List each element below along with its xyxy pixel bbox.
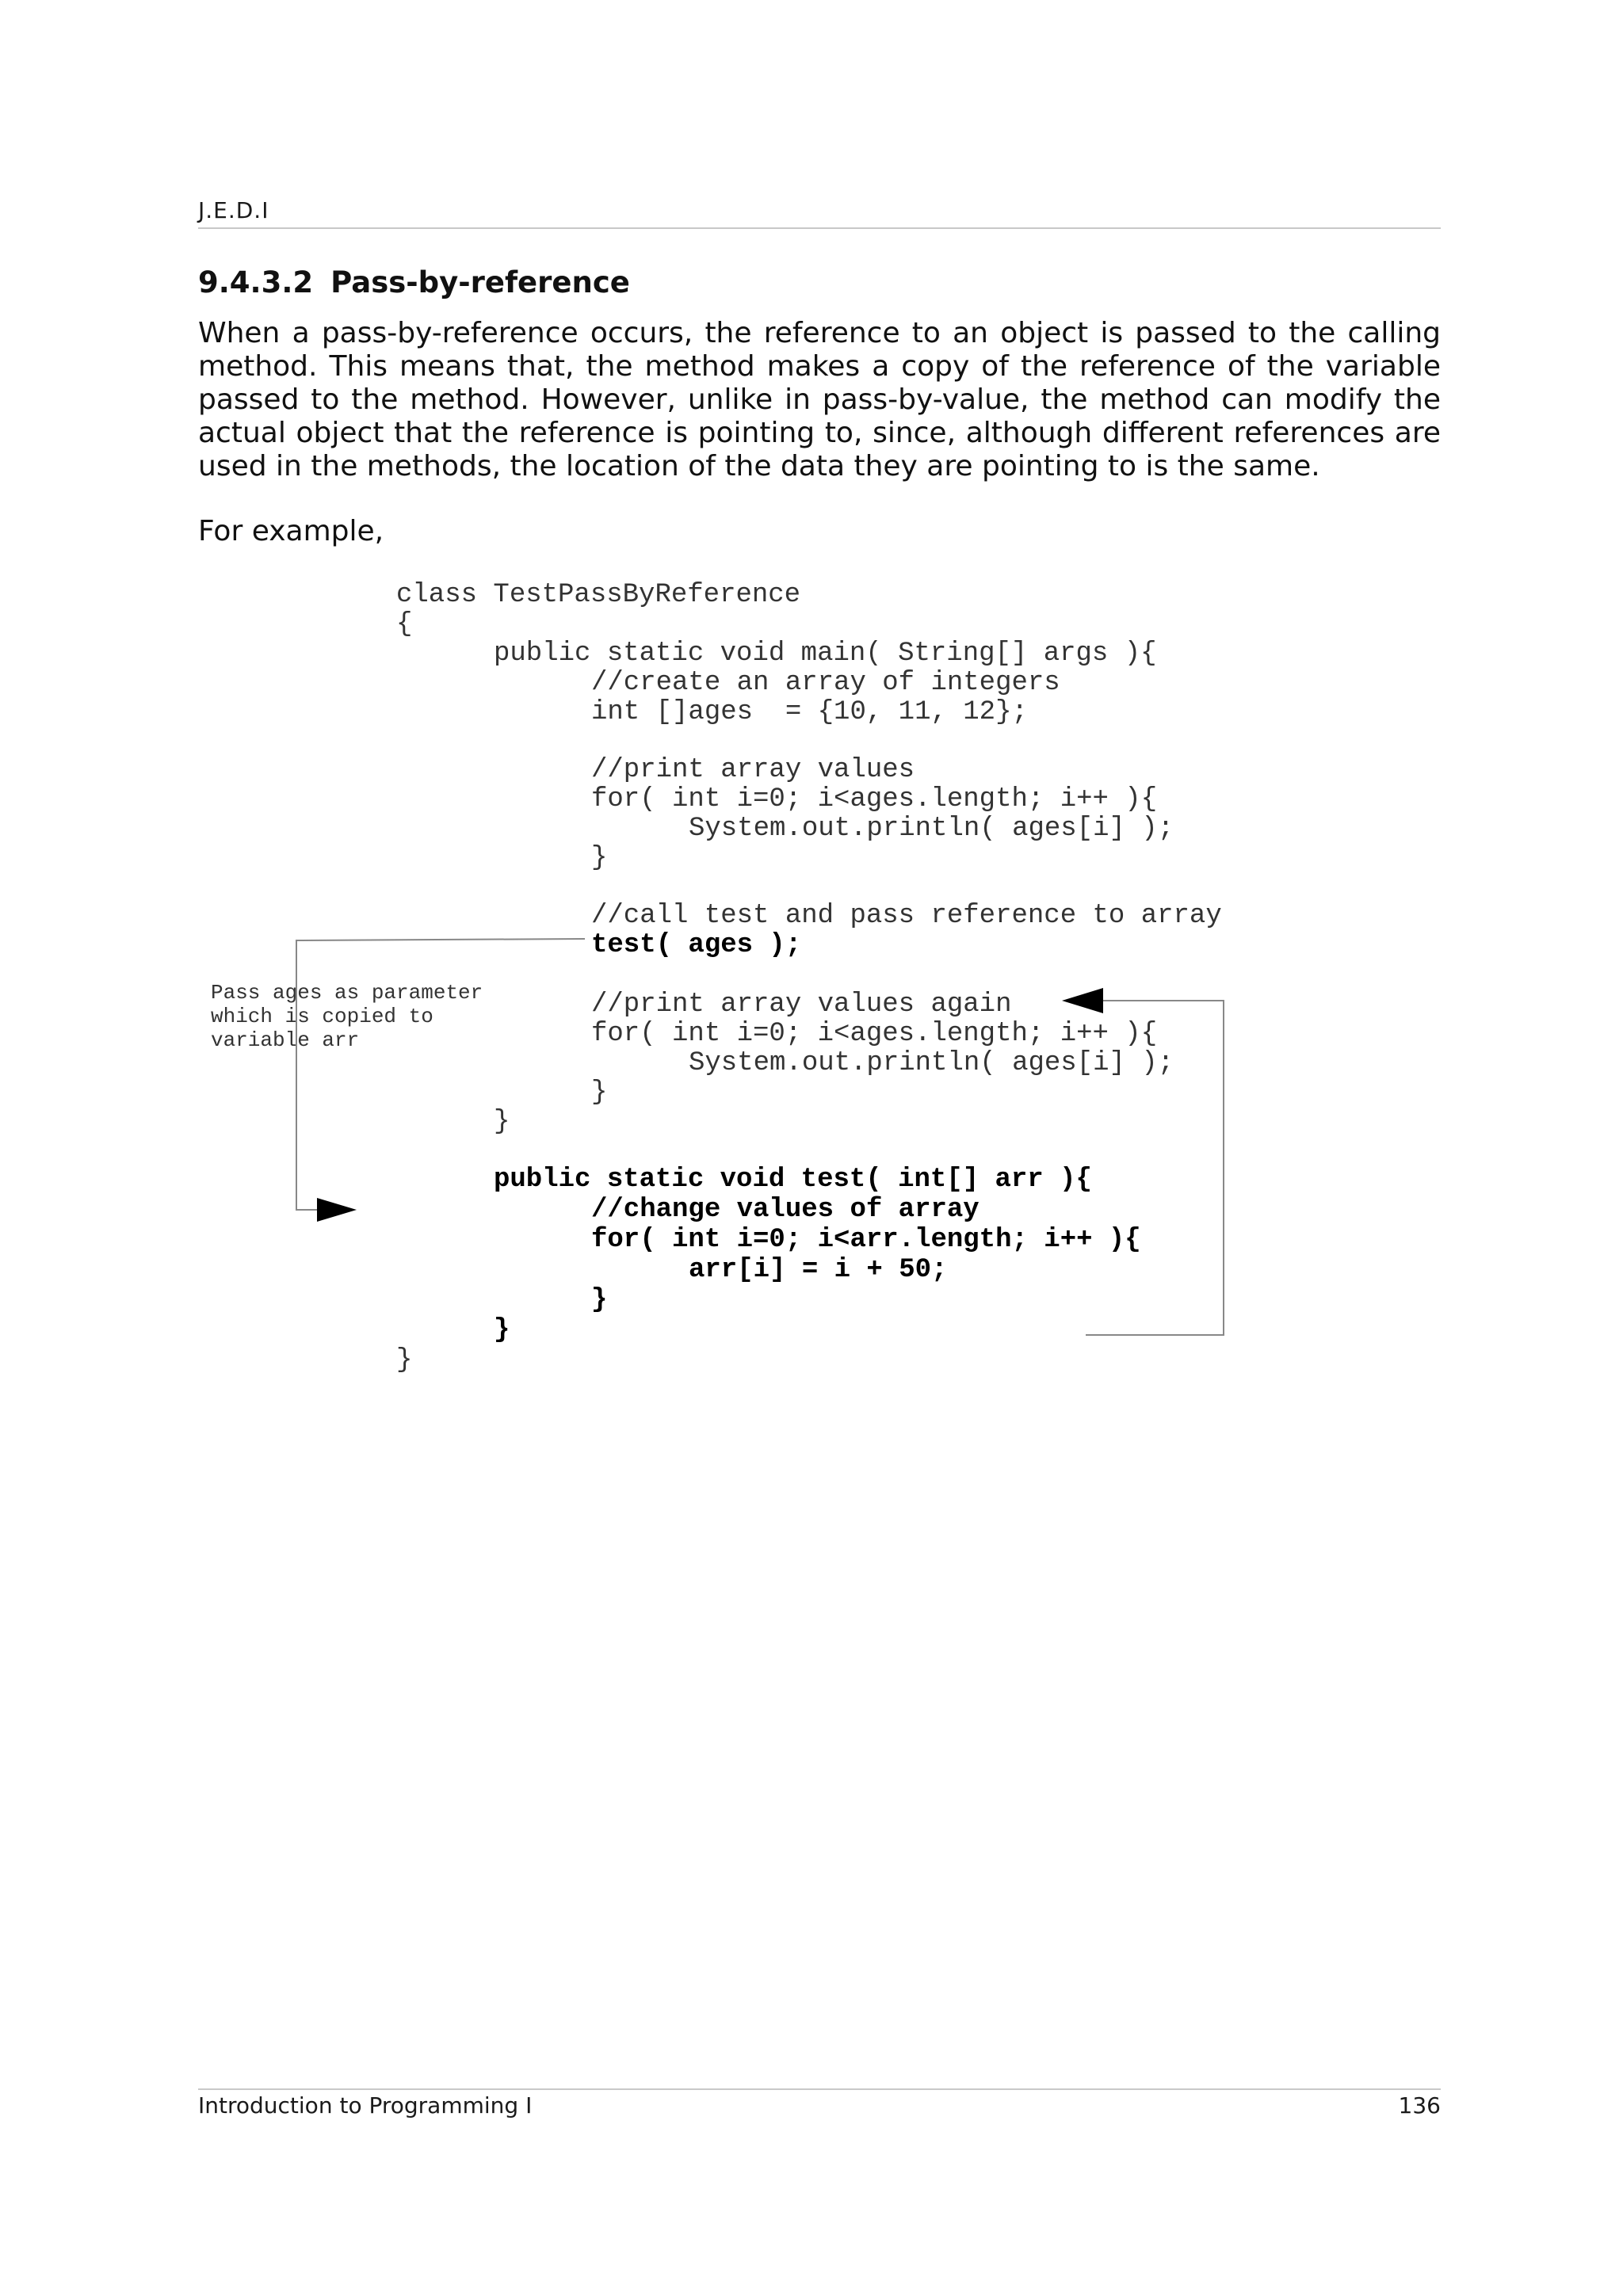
code-line: class TestPassByReference (396, 580, 801, 610)
code-line: //print array values again (591, 990, 1012, 1020)
body-paragraph: When a pass-by-reference occurs, the reference to an object is passed to the calling method. This means that, the method makes a copy of the reference of the variable passed to the method. However, unlike in pass-by-value, the method can modify the actual object that the reference is pointing to, since, although different references are used in the methods, the location of the data they are pointing to is the same. (198, 317, 1441, 482)
annotation-line: which is copied to (211, 1005, 433, 1028)
code-line-bold: public static void test( int[] arr ){ (494, 1165, 1092, 1195)
code-line: System.out.println( ages[i] ); (689, 814, 1174, 844)
footer-page-number: 136 (1398, 2092, 1441, 2119)
section-number: 9.4.3.2 (198, 265, 314, 299)
footer-book-title: Introduction to Programming I (198, 2092, 533, 2119)
footer-rule (198, 2088, 1441, 2090)
code-line: } (591, 1077, 608, 1108)
annotation-line: Pass ages as parameter (211, 981, 483, 1005)
code-line: System.out.println( ages[i] ); (689, 1048, 1174, 1078)
code-line: } (591, 843, 608, 873)
code-line: for( int i=0; i<ages.length; i++ ){ (591, 784, 1158, 814)
code-line: public static void main( String[] args ){ (494, 639, 1157, 669)
code-line: //create an array of integers (591, 668, 1060, 698)
code-line: //print array values (591, 755, 915, 785)
code-line-bold: //change values of array (591, 1195, 980, 1225)
code-line-bold: test( ages ); (591, 930, 802, 960)
left-arrow-icon (1062, 988, 1103, 1013)
annotation-line: variable arr (211, 1028, 360, 1052)
section-heading (198, 265, 630, 299)
code-line: //call test and pass reference to array (591, 901, 1222, 931)
code-line-bold: arr[i] = i + 50; (689, 1255, 948, 1285)
example-intro: For example, (198, 515, 384, 547)
section-title: Pass-by-reference (330, 265, 630, 299)
code-line: } (494, 1107, 510, 1137)
annotation-note (211, 981, 483, 1052)
code-line-bold: } (494, 1315, 510, 1345)
right-arrow-icon (317, 1198, 357, 1222)
code-line: } (396, 1345, 413, 1375)
code-line: for( int i=0; i<ages.length; i++ ){ (591, 1019, 1158, 1049)
header-rule (198, 227, 1441, 229)
code-line-bold: } (591, 1285, 608, 1315)
running-header: J.E.D.I (198, 197, 269, 223)
code-line-bold: for( int i=0; i<arr.length; i++ ){ (591, 1225, 1141, 1255)
code-line: { (396, 609, 413, 639)
code-line: int []ages = {10, 11, 12}; (591, 697, 1028, 727)
